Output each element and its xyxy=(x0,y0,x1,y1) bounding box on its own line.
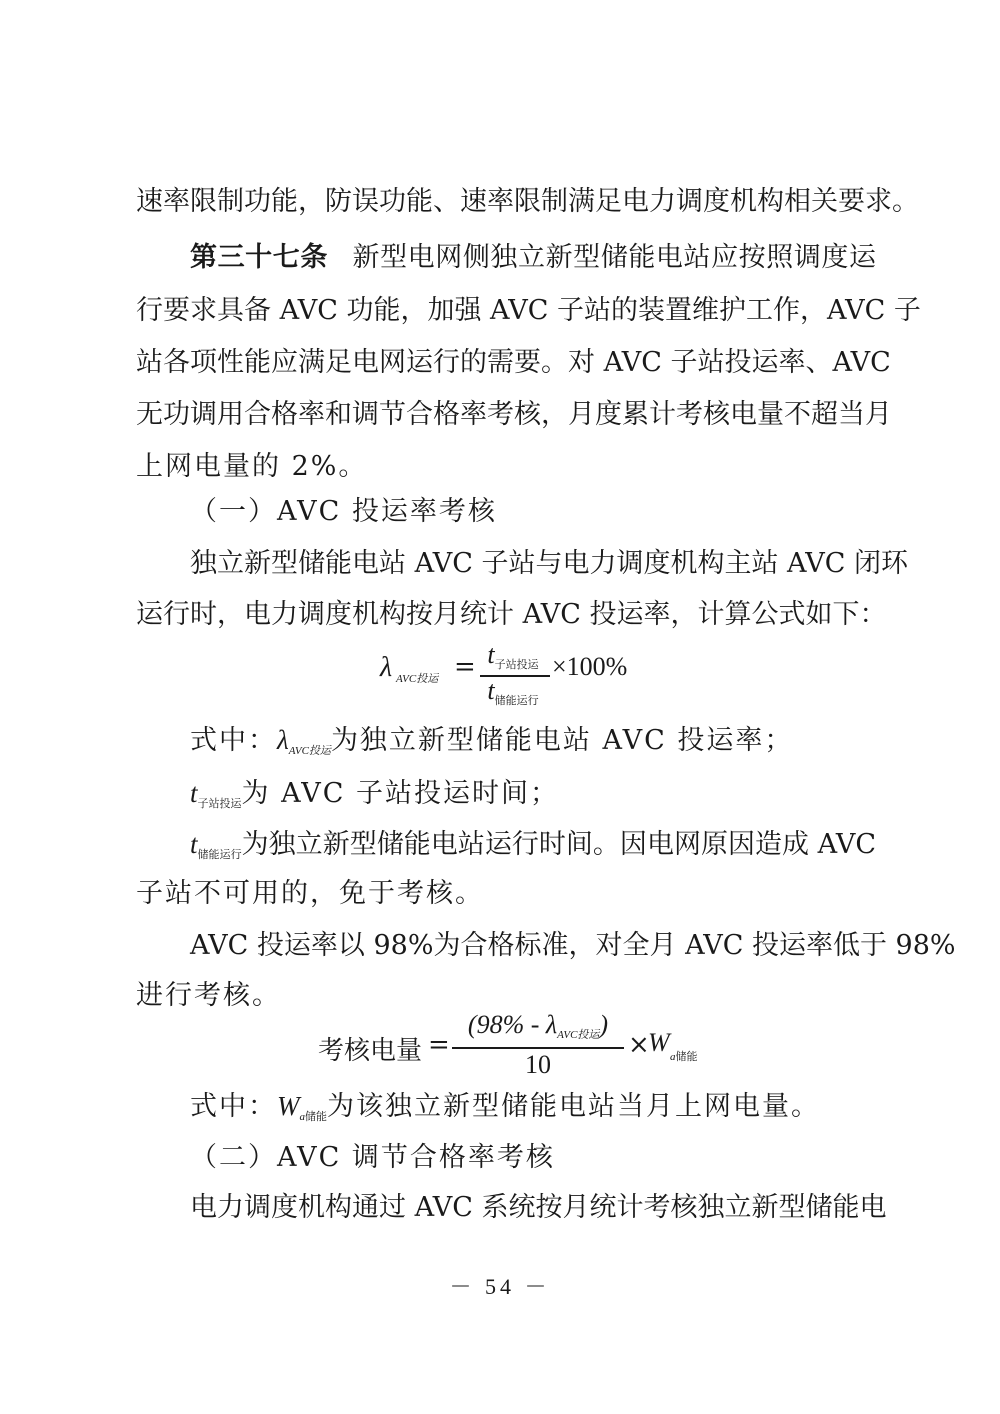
section-2-title: （二）AVC 调节合格率考核 xyxy=(190,1142,555,1173)
lambda-symbol: λ xyxy=(380,652,393,683)
formula-assessment-energy xyxy=(318,1010,698,1082)
denominator-var: t xyxy=(487,676,495,705)
text-line-9: 运行时，电力调度机构按月统计 AVC 投运率，计算公式如下： xyxy=(136,599,887,630)
def-lambda-sub: AVC投运 xyxy=(288,745,331,757)
text-line-4: 站各项性能应满足电网运行的需要。对 AVC 子站投运率、AVC xyxy=(136,347,891,378)
text-line-5: 无功调用合格率和调节合格率考核，月度累计考核电量不超当月 xyxy=(136,399,892,430)
def-t2-text: 为独立新型储能电站运行时间。因电网原因造成 AVC xyxy=(241,829,876,860)
fraction2-bar xyxy=(452,1047,624,1049)
definition-t-substation xyxy=(190,775,876,822)
numerator2-open: (98% - xyxy=(467,1010,546,1039)
def-w-sub-a: a xyxy=(299,1111,305,1123)
definition-w xyxy=(190,1088,876,1135)
fraction2-numerator xyxy=(452,1010,624,1042)
fraction-denominator xyxy=(480,676,546,708)
text-line-15: 进行考核。 xyxy=(136,980,281,1011)
fraction-numerator xyxy=(480,640,546,672)
def4-prefix: 式中： xyxy=(190,1091,277,1122)
definition-t-storage xyxy=(190,826,876,873)
lambda-subscript: AVC投运 xyxy=(396,673,439,685)
article-37-line xyxy=(190,240,876,276)
definition-lambda xyxy=(190,722,876,769)
lhs-label: 考核电量 xyxy=(318,1036,423,1066)
numerator-sub: 子站投运 xyxy=(494,658,539,671)
w-subscript-text: 储能 xyxy=(675,1050,698,1063)
def-t2-symbol: t xyxy=(190,829,198,859)
text-line-6: 上网电量的 2%。 xyxy=(136,451,368,482)
def-t1-sub: 子站投运 xyxy=(197,797,242,810)
numerator2-lambda-sub: AVC投运 xyxy=(557,1029,600,1041)
w-subscript xyxy=(670,1048,698,1064)
numerator2-close: ) xyxy=(599,1010,609,1039)
w-subscript-a: a xyxy=(670,1051,676,1063)
def-lambda-text: 为独立新型储能电站 AVC 投运率； xyxy=(330,725,794,756)
text-line-3: 行要求具备 AVC 功能，加强 AVC 子站的装置维护工作，AVC 子 xyxy=(136,295,921,326)
article-text: 新型电网侧独立新型储能电站应按照调度运 xyxy=(351,242,877,273)
numerator-var: t xyxy=(487,640,495,669)
formula-avc-rate xyxy=(380,640,640,710)
text-line-1: 速率限制功能，防误功能、速率限制满足电力调度机构相关要求。 xyxy=(136,186,919,217)
page-number: － 54 － xyxy=(449,1274,551,1299)
def-lambda-symbol: λ xyxy=(277,725,289,755)
def-w-symbol: W xyxy=(277,1091,300,1121)
times-sign: × xyxy=(628,1030,650,1060)
denominator-sub: 储能运行 xyxy=(494,694,539,707)
equals-sign-2: = xyxy=(428,1030,450,1060)
numerator2-lambda: λ xyxy=(545,1010,558,1039)
text-line-13: 子站不可用的，免于考核。 xyxy=(136,878,484,909)
text-line-14: AVC 投运率以 98%为合格标准，对全月 AVC 投运率低于 98% xyxy=(190,930,956,961)
def-t2-sub: 储能运行 xyxy=(197,848,242,861)
def-w-sub: 储能 xyxy=(305,1110,327,1123)
def-w-text: 为该独立新型储能电站当月上网电量。 xyxy=(327,1091,820,1122)
text-line-8: 独立新型储能电站 AVC 子站与电力调度机构主站 AVC 闭环 xyxy=(190,548,908,579)
section-1-title: （一）AVC 投运率考核 xyxy=(190,496,497,527)
def-t1-symbol: t xyxy=(190,778,198,808)
fraction2-denominator: 10 xyxy=(525,1050,551,1079)
times-100-percent: ×100% xyxy=(552,652,628,681)
text-line-18: 电力调度机构通过 AVC 系统按月统计考核独立新型储能电 xyxy=(190,1192,887,1223)
equals-sign: = xyxy=(454,652,476,682)
def-prefix: 式中： xyxy=(190,725,277,756)
article-heading: 第三十七条 xyxy=(190,242,328,273)
w-symbol: W xyxy=(648,1028,670,1057)
def-t1-text: 为 AVC 子站投运时间； xyxy=(241,778,559,809)
